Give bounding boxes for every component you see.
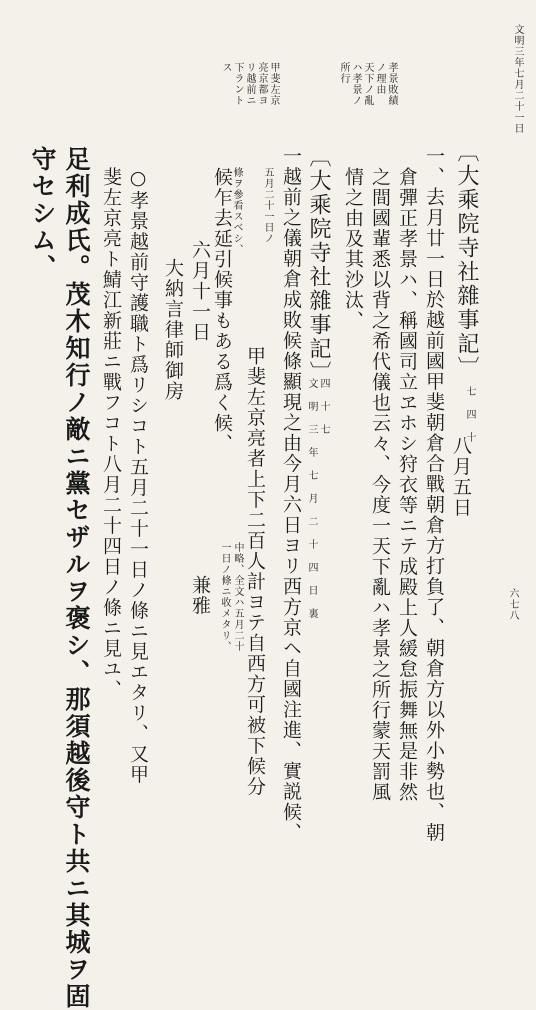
margin-note-line: 孝景敗績 (386, 62, 397, 106)
doc2-line: 甲斐左京亮者上下二百人計ヨテ自西方可被下候分 (244, 346, 266, 797)
margin-note-line: ハ孝景ノ (350, 62, 361, 106)
doc1-line: 之間國輩悉以背之希代儀也云々、今度一天下亂ハ孝景之所行蒙天罰風 (369, 167, 391, 803)
header-date: 文明三年七月二十一日 (512, 24, 523, 134)
page-number: 六七八 (507, 588, 518, 621)
narrative-line: 守セシム、 (28, 146, 57, 281)
narrative-line: 足利成氏。茂木知行ノ敵ニ黨セザルヲ褒シ、那須越後守ト共ニ其城ヲ固 (62, 146, 91, 1010)
doc2-note: 五月二十一日ノ (262, 167, 273, 244)
margin-note-line: ノ理由 (374, 62, 385, 95)
doc2-ref-1: 四 十 七 (318, 378, 329, 435)
doc1-ref: 七 四 十 (464, 386, 475, 443)
margin-note-line: ス (220, 62, 231, 73)
doc1-line: 一、去月廿一日於越前國甲斐朝倉合戰朝倉方打負了、朝倉方以外小勢也、朝 (423, 146, 445, 843)
margin-note-line: 亮京都ヨ (256, 62, 267, 106)
doc2-line: 一越前之儀朝倉成敗候條顯現之由今月六日ヨリ西方京ヘ自國注進、實説候、 (280, 146, 302, 843)
doc2-note: 一日ノ條ニ收メタリ、 (219, 542, 230, 652)
doc2-date: 六月十一日 (189, 240, 211, 343)
margin-note-line: 甲斐左京 (268, 62, 279, 106)
doc1-line: 情之由及其沙汰、 (342, 167, 364, 331)
doc2-signature: 兼雅 (189, 575, 211, 616)
doc2-ref-2: 文 明 三 年 七 月 二 十 四 日 裏 (306, 378, 317, 619)
doc2-title: 〔大乘院寺社雜事記〕 (306, 145, 331, 385)
margin-note-line: 天下ノ亂 (362, 62, 373, 106)
margin-note-line: 所行 (338, 62, 349, 84)
margin-note-line: 下ラント (232, 62, 243, 106)
doc2-recipient: 大納言律師御房 (162, 258, 184, 402)
narrative-line: ○孝景越前守護職ト爲リシコト五月二十一日ノ條ニ見エタリ、又甲 (127, 167, 149, 785)
margin-note-line: リ越前ニ (244, 62, 255, 106)
narrative-line: 斐左京亮ト鯖江新莊ニ戰フコト八月二十四日ノ條ニ見ユ、 (100, 167, 122, 700)
doc1-line: 倉彈正孝景ハ、稱國司立ヱホシ狩衣等ニテ成殿上人緩怠振舞無是非然 (396, 167, 418, 803)
doc1-title: 〔大乘院寺社雜事記〕 (454, 140, 479, 380)
doc1-date: 八月五日 (450, 436, 472, 518)
doc2-note: 中略、全文ハ五月二十 (232, 542, 243, 652)
doc2-line: 候乍去延引候事もある爲く候、 (211, 167, 233, 454)
doc2-note: 條ヲ參看スベシ、 (231, 167, 242, 255)
